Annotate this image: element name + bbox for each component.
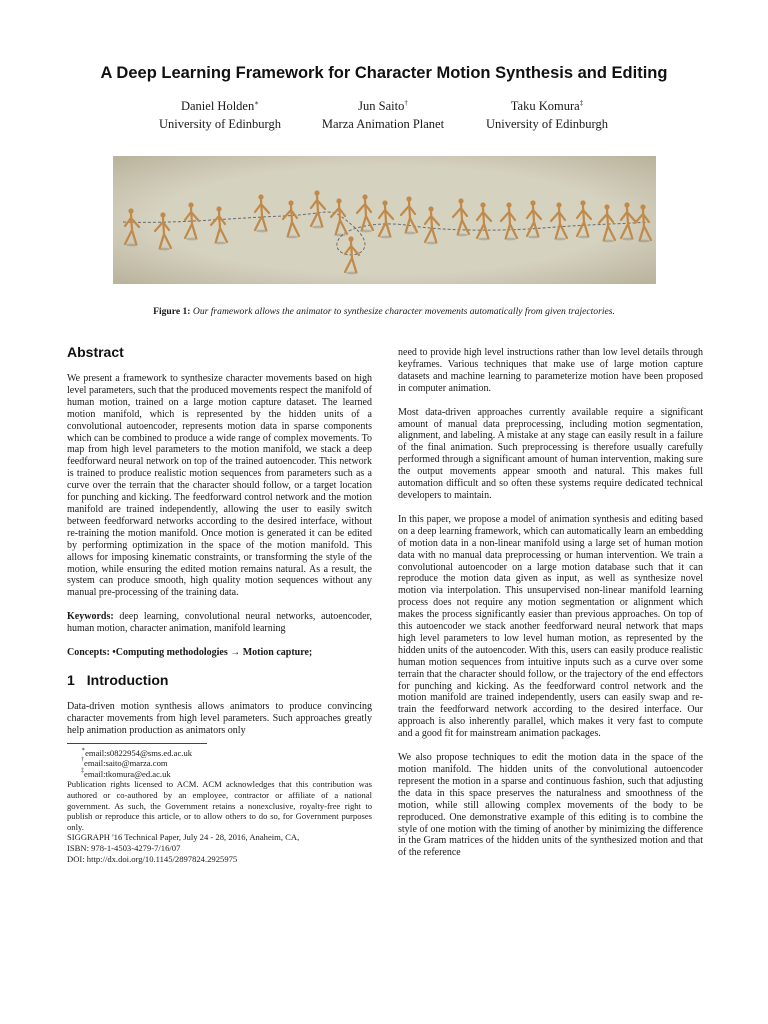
author-mark: ∗ — [254, 99, 259, 107]
publication-rights-note: Publication rights licensed to ACM. ACM acknowledges that this contribution was authored or co-authored by an employee, contractor or affiliate of a national government. As such, the Government retains a nonexclusive, royalty-free right to publish or reproduce this article, or to allow others to do so, for Government purposes only. — [67, 779, 372, 832]
abstract-text: We present a framework to synthesize character movements based on high level parameters, such that the produced movements respect the manifold of human motion, trained on a large motion capture dataset. The learned motion manifold, which is represented by the hidden units of a convolutional autoencoder, represents motion data in sparse components which can be combined to produce a wide range of complex movements. To map from high level parameters to the motion manifold, we stack a deep feedforward neural network on top of the trained autoencoder. This network is trained to produce realistic motion sequences from parameters such as a curve over the terrain that the character should follow, or a target location for punching and kicking. The feedforward control network and the motion manifold are trained independently, allowing the user to easily switch between feedforward networks according to the desired interface, without re-training the motion manifold. Once motion is generated it can be edited by performing optimization in the space of the motion manifold. This allows for imposing kinematic constraints, or transforming the style of the motion, while ensuring the edited motion remains natural. As a result, the system can produce smooth, high quality motion sequences without any manual pre-processing of the training data. — [67, 373, 372, 599]
author-name: Taku Komura — [510, 99, 580, 113]
introduction-paragraph: need to provide high level instructions rather than low level details through keyframes. Various techniques that make use of large motion capture datasets and machine learning to parameterize motion have been proposed in computer animation. — [398, 347, 703, 394]
right-column — [398, 347, 703, 859]
keywords-label: Keywords: — [67, 611, 114, 623]
introduction-text-left: Data-driven motion synthesis allows animators to produce convincing character movements from high level parameters. Such approaches greatly help animation production as animators only — [67, 700, 372, 736]
figure-backdrop — [113, 156, 656, 284]
author-affiliation: University of Edinburgh — [159, 117, 281, 131]
footnote-divider — [67, 743, 207, 744]
author-block-2 — [313, 97, 453, 133]
author-mark: † — [404, 99, 408, 107]
footnote-email[interactable]: email:tkomura@ed.ac.uk — [84, 768, 171, 779]
footnote: ∗email:s0822954@sms.ed.ac.uk — [81, 746, 193, 758]
motion-figure-illustration — [113, 156, 656, 284]
figure-caption-text: Our framework allows the animator to synthesize character movements automatically from given trajectories. — [192, 306, 615, 317]
introduction-heading — [67, 671, 372, 689]
doi-link[interactable]: DOI: http://dx.doi.org/10.1145/2897824.2925975 — [67, 853, 238, 864]
footnote: ‡email:tkomura@ed.ac.uk — [81, 767, 171, 779]
concepts-text: •Computing methodologies → Motion capture; — [112, 647, 313, 659]
author-name: Daniel Holden — [180, 99, 255, 113]
author-name: Jun Saito — [358, 99, 405, 113]
keywords-text: deep learning, convolutional neural networks, autoencoder, human motion, character animation, manifold learning — [67, 611, 372, 635]
keywords-paragraph — [67, 611, 372, 635]
venue-line: SIGGRAPH '16 Technical Paper, July 24 - 28, 2016, Anaheim, CA, — [67, 832, 300, 843]
concepts-paragraph — [67, 647, 372, 659]
abstract-heading: Abstract — [67, 344, 124, 360]
footnote: †email:saito@marza.com — [81, 757, 168, 769]
author-mark: ‡ — [579, 99, 584, 107]
teaser-figure-image — [113, 156, 656, 284]
section-number: 1 — [67, 671, 75, 688]
author-affiliation: University of Edinburgh — [486, 117, 608, 131]
figure-label: Figure 1: — [153, 306, 191, 317]
footnote-email[interactable]: email:saito@marza.com — [84, 758, 168, 769]
paper-title: A Deep Learning Framework for Character Motion Synthesis and Editing — [100, 64, 668, 82]
concepts-label: Concepts: — [67, 647, 110, 659]
figure-caption — [0, 306, 768, 317]
author-affiliation: Marza Animation Planet — [321, 117, 445, 131]
introduction-paragraph: In this paper, we propose a model of animation synthesis and editing based on a deep learning framework, which can automatically learn an embedding of motion data in a non-linear manifold using a large set of human motion data with no manual data preprocessing or human intervention. We train a convolutional autoencoder on a large motion database such that it can reproduce the motion data given as input, as well as synthesize novel motion via interpolation. This unsupervised non-linear manifold learning process does not require any motion segmentation or alignment which makes the process significantly easier than previous approaches. On top of this autoencoder we stack another feedforward neural network that maps high level parameters to low level human motion, as represented by the hidden units of the autoencoder. With this, users can easily produce realistic human motion sequences from intuitive inputs such as a curve over some terrain that the character should follow, or the trajectory of the end effectors for punching and kicking. As the feedforward control network and the motion manifold are trained independently, users can easily swap and re-train the feedforward network according to the desired interface. Our approach is also inherently parallel, which makes it very fast to compute and a good fit for mainstream animation packages. — [398, 513, 703, 740]
isbn-line: ISBN: 978-1-4503-4279-7/16/07 — [67, 843, 181, 853]
section-title: Introduction — [86, 671, 169, 688]
footnote-email[interactable]: email:s0822954@sms.ed.ac.uk — [85, 747, 193, 758]
introduction-paragraph: Most data-driven approaches currently available require a significant amount of manual data preprocessing, including motion segmentation, alignment, and labeling. A mistake at any stage can easily result in a failure of the final animation. Such preprocessing is therefore usually carefully performed through a significant amount of human intervention, making sure the output movements appear smooth and natural. This makes full automation difficult and so often these systems require dedicated technical developers to maintain. — [398, 406, 703, 501]
author-block-1 — [150, 97, 290, 133]
left-column — [67, 343, 372, 864]
introduction-paragraph: We also propose techniques to edit the motion data in the space of the motion manifold. The hidden units of the convolutional autoencoder represent the motion in a sparse and continuous fashion, such that adjusting the data in this space preserves the naturalness and smoothness of the motion, while still allowing complex movements of the body to be reproduced. One demonstrative example of this editing is to combine the style of one motion with the timing of another by minimizing the difference in the Gram matrices of the hidden units of the synthesized motion and that of the reference — [398, 752, 703, 859]
author-block-3 — [477, 97, 617, 133]
